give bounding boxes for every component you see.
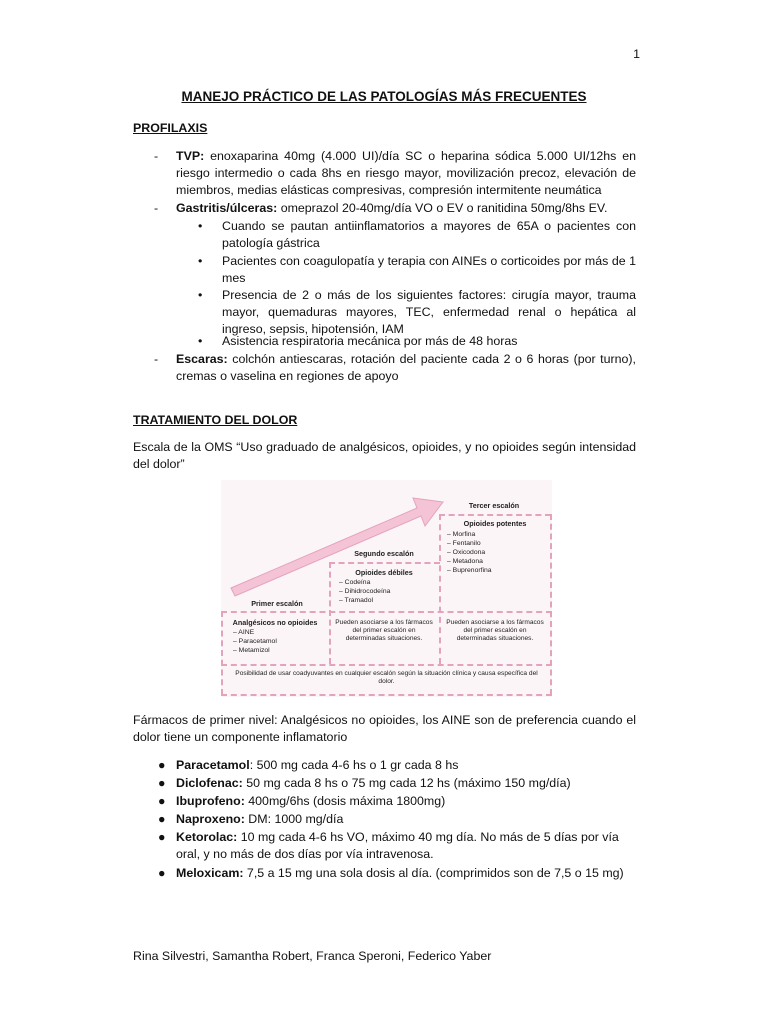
escaras-item [176, 351, 636, 385]
drug-name: Meloxicam: [176, 866, 244, 880]
gastritis-subitem: Pacientes con coagulopatía y terapia con AINEs o corticoides por más de 1 mes [222, 254, 636, 285]
step2-drug: – Codeína [339, 579, 371, 586]
step3-drug: – Metadona [447, 558, 483, 565]
step1-drug: – AINE [233, 629, 255, 636]
bullet-marker: ● [158, 812, 166, 826]
bullet-marker: • [198, 334, 203, 348]
step3-title: Opioides potentes [463, 519, 527, 528]
section-heading-dolor: TRATAMIENTO DEL DOLOR [133, 413, 298, 427]
gastritis-text: omeprazol 20-40mg/día VO o EV o ranitidina 50mg/8hs EV. [277, 201, 608, 215]
dash-marker: - [154, 352, 159, 366]
drug-dose: : 500 mg cada 4-6 hs o 1 gr cada 8 hs [249, 758, 459, 772]
document-title: MANEJO PRÁCTICO DE LAS PATOLOGÍAS MÁS FRECUENTES [181, 89, 587, 104]
gastritis-label: Gastritis/úlceras: [176, 201, 278, 215]
step2-title: Opioides débiles [355, 568, 413, 577]
step3-drug: – Fentanilo [447, 540, 481, 547]
step2-drug: – Tramadol [339, 597, 374, 604]
divider-line [439, 514, 441, 664]
drug-item [176, 811, 636, 828]
step2-label: Segundo escalón [354, 549, 414, 558]
divider-line [221, 664, 552, 666]
step1-label: Primer escalón [251, 599, 303, 608]
step1-title: Analgésicos no opioides [232, 618, 318, 627]
drug-item [176, 775, 636, 792]
gastritis-item [176, 200, 636, 217]
step2-drug: – Dihidrocodeína [339, 588, 391, 595]
step3-drug: – Buprenorfina [447, 567, 492, 574]
gastritis-subitem: Asistencia respiratoria mecánica por más de 48 horas [222, 334, 518, 348]
bullet-marker: ● [158, 830, 166, 844]
drug-item [176, 793, 636, 810]
escaras-text: colchón antiescaras, rotación del paciente cada 2 o 6 horas (por turno), cremas o vaselina en regiones de apoyo [176, 352, 636, 383]
drug-item [176, 865, 636, 882]
coadyuvantes-note: Posibilidad de usar coadyuvantes en cualquier escalón según la situación clínica y causa específica del dolor. [235, 670, 538, 685]
drug-name: Ibuprofeno: [176, 794, 245, 808]
drug-dose: DM: 1000 mg/día [244, 812, 344, 826]
step3-drug: – Morfina [447, 531, 476, 538]
step1-drug: – Metamizol [233, 647, 270, 654]
bullet-marker: ● [158, 794, 166, 808]
drug-name: Diclofenac: [176, 776, 243, 790]
drug-item [176, 829, 636, 863]
gastritis-subitem: Cuando se pautan antiinflamatorios a mayores de 65A o pacientes con patología gástrica [222, 219, 636, 250]
drug-dose: 7,5 a 15 mg una sola dosis al día. (comprimidos son de 7,5 o 15 mg) [243, 866, 624, 880]
drug-item [176, 757, 636, 774]
page-number: 1 [633, 47, 640, 61]
primer-nivel-text: Fármacos de primer nivel: Analgésicos no opioides, los AINE son de preferencia cuando el dolor tiene un componente inflamatorio [133, 713, 636, 744]
oms-intro: Escala de la OMS “Uso graduado de analgésicos, opioides, y no opioides según intensidad del dolor” [133, 440, 636, 471]
drug-name: Naproxeno: [176, 812, 245, 826]
divider-line [329, 562, 331, 664]
bullet-marker: • [198, 219, 203, 233]
bullet-marker: ● [158, 758, 166, 772]
gastritis-subitem: Presencia de 2 o más de los siguientes factores: cirugía mayor, trauma mayor, quemaduras mayores, TEC, enfermedad renal o hepática al ingreso, sepsis, hipotensión, IAM [222, 288, 636, 336]
step3-label: Tercer escalón [468, 501, 520, 510]
section-heading-profilaxis: PROFILAXIS [133, 121, 208, 135]
step2-note: Pueden asociarse a los fármacos del primer escalón en determinadas situaciones. [335, 619, 433, 642]
divider-line [439, 514, 551, 516]
drug-dose: 10 mg cada 4-6 hs VO, máximo 40 mg día. No más de 5 días por vía oral, y no más de dos días por vía intravenosa. [176, 830, 619, 861]
analgesic-ladder-diagram [221, 480, 552, 697]
bullet-marker: ● [158, 866, 166, 880]
bullet-marker: • [198, 254, 203, 268]
divider-line [329, 562, 440, 564]
bullet-marker: ● [158, 776, 166, 790]
divider-line [221, 611, 552, 613]
dash-marker: - [154, 149, 159, 163]
drug-name: Paracetamol [176, 758, 250, 772]
step3-drug: – Oxicodona [447, 549, 486, 556]
step3-note: Pueden asociarse a los fármacos del primer escalón en determinadas situaciones. [446, 619, 544, 642]
divider-line [550, 514, 552, 695]
footer-authors: Rina Silvestri, Samantha Robert, Franca Speroni, Federico Yaber [133, 949, 492, 963]
tvp-label: TVP: [176, 149, 205, 163]
bullet-marker: • [198, 288, 203, 302]
divider-line [221, 694, 552, 696]
escaras-label: Escaras: [176, 352, 228, 366]
tvp-text: enoxaparina 40mg (4.000 UI)/día SC o heparina sódica 5.000 UI/12hs en riesgo intermedio o cada 8hs en riesgo mayor, movilización precoz, elevación de miembros, medias elásticas compresivas, compresión intermitente neumática [176, 149, 636, 197]
tvp-item [176, 148, 636, 199]
drug-name: Ketorolac: [176, 830, 238, 844]
drug-dose: 50 mg cada 8 hs o 75 mg cada 12 hs (máximo 150 mg/día) [242, 776, 571, 790]
dash-marker: - [154, 201, 159, 215]
drug-dose: 400mg/6hs (dosis máxima 1800mg) [244, 794, 446, 808]
step1-drug: – Paracetamol [233, 638, 277, 645]
